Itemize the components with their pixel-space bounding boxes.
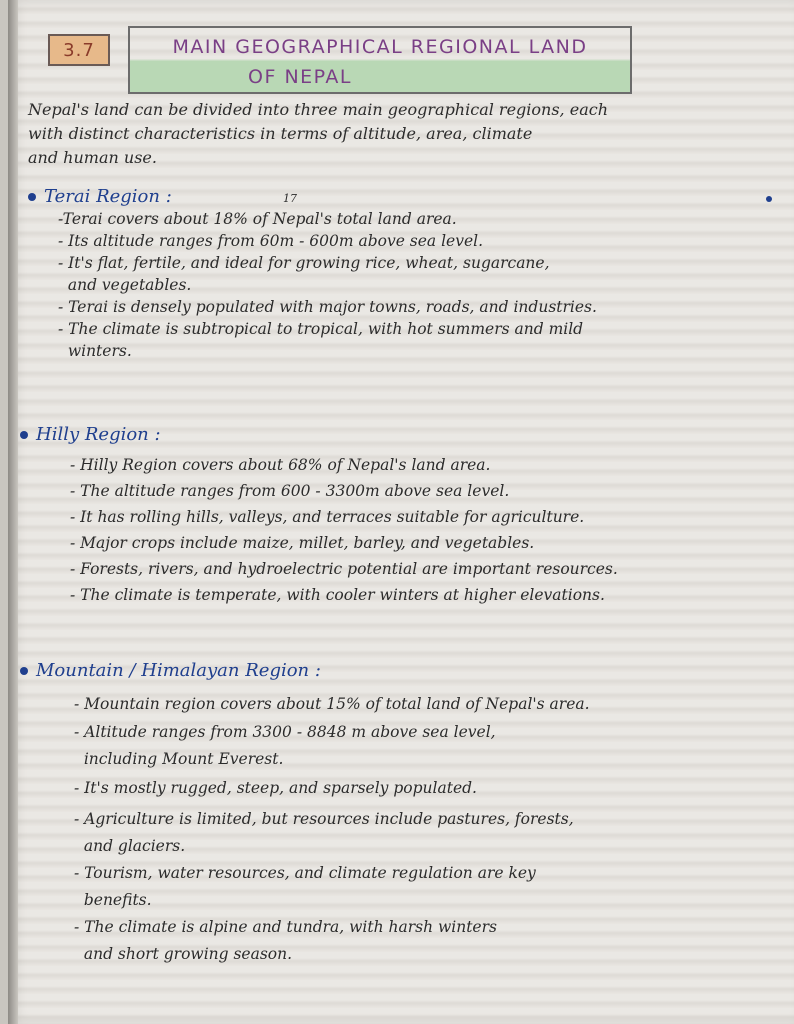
- intro-line: and human use.: [28, 148, 157, 167]
- terai-heading: [28, 186, 172, 207]
- list-item: benefits.: [74, 891, 152, 909]
- intro-paragraph: [28, 98, 608, 170]
- mountain-list: [74, 690, 590, 966]
- section-number-badge: [48, 34, 110, 66]
- list-item: - The altitude ranges from 600 - 3300m above sea level.: [70, 482, 510, 500]
- list-item: - Agriculture is limited, but resources include pastures, forests,: [74, 810, 574, 828]
- bullet-icon: [20, 431, 28, 439]
- title-line-1: MAIN GEOGRAPHICAL REGIONAL LAND: [172, 36, 588, 58]
- hilly-heading: [20, 424, 161, 445]
- section-number: 3.7: [63, 39, 95, 61]
- list-item: - Forests, rivers, and hydroelectric potential are important resources.: [70, 560, 618, 578]
- list-item: including Mount Everest.: [74, 750, 284, 768]
- list-item: - Terai is densely populated with major towns, roads, and industries.: [58, 298, 597, 316]
- list-item: - Its altitude ranges from 60m - 600m above sea level.: [58, 232, 484, 250]
- hilly-heading-text: Hilly Region :: [36, 424, 161, 445]
- list-item: - The climate is alpine and tundra, with harsh winters: [74, 918, 497, 936]
- list-item: and glaciers.: [74, 837, 186, 855]
- title-box: [128, 26, 632, 94]
- hilly-list: [70, 452, 618, 608]
- bullet-icon: [20, 667, 28, 675]
- mountain-heading: [20, 660, 321, 681]
- list-item: - It's flat, fertile, and ideal for growing rice, wheat, sugarcane,: [58, 254, 550, 272]
- intro-line: with distinct characteristics in terms of altitude, area, climate: [28, 124, 533, 143]
- list-item: - Altitude ranges from 3300 - 8848 m above sea level,: [74, 723, 496, 741]
- list-item: and short growing season.: [74, 945, 293, 963]
- title-line-2: OF NEPAL: [248, 66, 352, 88]
- correction-superscript: 17: [283, 192, 297, 205]
- terai-list: [58, 208, 597, 362]
- list-item: - Mountain region covers about 15% of total land of Nepal's area.: [74, 695, 590, 713]
- list-item: - It has rolling hills, valleys, and terraces suitable for agriculture.: [70, 508, 585, 526]
- list-item: - The climate is subtropical to tropical, with hot summers and mild: [58, 320, 584, 338]
- list-item: - It's mostly rugged, steep, and sparsely populated.: [74, 779, 477, 797]
- mountain-heading-text: Mountain / Himalayan Region :: [36, 660, 321, 681]
- intro-line: Nepal's land can be divided into three main geographical regions, each: [28, 100, 608, 119]
- margin-dot-icon: [766, 196, 772, 202]
- list-item: - The climate is temperate, with cooler winters at higher elevations.: [70, 586, 605, 604]
- bullet-icon: [28, 193, 36, 201]
- list-item: winters.: [58, 342, 132, 360]
- list-item: - Major crops include maize, millet, barley, and vegetables.: [70, 534, 535, 552]
- list-item: - Tourism, water resources, and climate regulation are key: [74, 864, 536, 882]
- notebook-binding: [8, 0, 18, 1024]
- list-item: -Terai covers about 18% of Nepal's total land area.: [58, 210, 457, 228]
- terai-heading-text: Terai Region :: [44, 186, 172, 207]
- list-item: - Hilly Region covers about 68% of Nepal's land area.: [70, 456, 491, 474]
- list-item: and vegetables.: [58, 276, 192, 294]
